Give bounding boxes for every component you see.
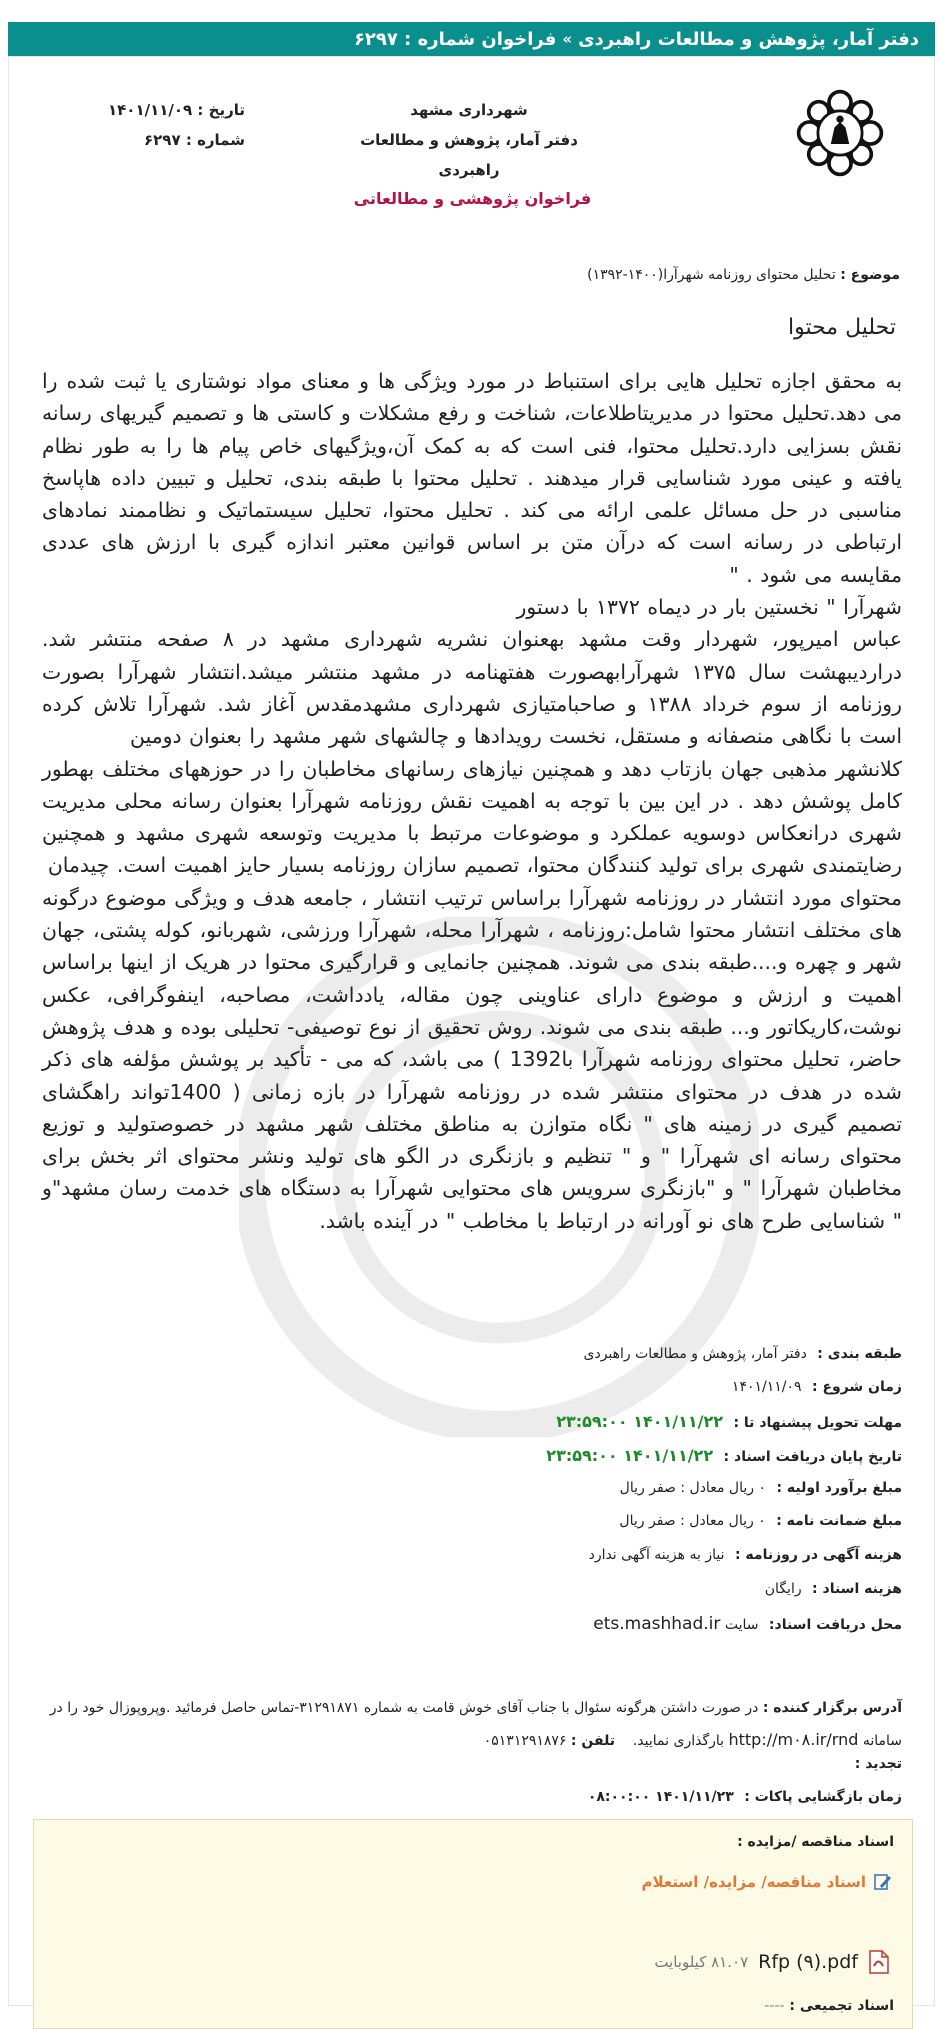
attachment-name[interactable]: Rfp (۹).pdf (758, 1951, 858, 1973)
deadline-label: مهلت تحویل پیشنهاد تا : (733, 1415, 902, 1431)
guarantee-label: مبلغ ضمانت نامه : (776, 1513, 902, 1529)
opening-label: زمان بازگشایی پاکات : (744, 1789, 902, 1805)
renew-label: تجدید : (854, 1756, 902, 1772)
body-paragraph: عباس امیرپور، شهردار وقت مشهد بهعنوان نشریه شهرداری مشهد در ۸ صفحه منتشر شد. درارديبهشت سال ۱۳۷۵ شهرآرابهصورت هفتهنامه در مشهد منتشر میشد.انتشار شهرآرا بصورت روزنامه از سوم خرداد ۱۳۸۸ و صاحبامتیازی شهرداری مشهدمقدس آغاز شد. شهرآرا تلاش کرده است با نگاهی منصفانه و مستقل، نخست رویدادها و چالشهای شهر مشهد را بعنوان دومین (42, 627, 902, 749)
category-row (584, 1346, 903, 1362)
org-header (339, 95, 599, 185)
doc-cost-label: هزینه اسناد : (812, 1581, 902, 1597)
receive-end-value: ۱۴۰۱/۱۱/۲۲ ۲۳:۵۹:۰۰ (546, 1446, 714, 1465)
opening-value: ۱۴۰۱/۱۱/۲۳ ۰۸:۰۰:۰۰ (587, 1789, 734, 1805)
start-label: زمان شروع : (811, 1379, 902, 1395)
phone-label: تلفن : (570, 1733, 616, 1749)
address-value: در صورت داشتن هرگونه سئوال با جناب آقای خوش قامت به شماره ۳۱۲۹۱۸۷۱-تماس حاصل فرمائید .وپروپوزال خود را در سامانه (49, 1700, 902, 1749)
edit-pencil-icon (872, 1872, 892, 1892)
description-body (42, 365, 902, 1237)
attachment-size: ۸۱.۰۷ کیلوبایت (654, 1953, 749, 1971)
org-name: شهرداری مشهد (410, 101, 528, 119)
body-paragraph: کلانشهر مذهبی جهان بازتاب دهد و همچنین نیازهای رسانهای مخاطبان را در حوزههای مختلف بهطور کامل پوشش دهد . در این بین با توجه به اهمیت نقش روزنامه شهرآرا بعنوان رسانه محلی مدیریت شهری درانعکاس دوسویه عملکرد و موضوعات مرتبط با مدیریت وتوسعه شهری مشهد و همچنین رضایتمندی شهری برای تولید کنندگان محتوا، تصمیم سازان روزنامه بسیار حایز اهمیت است. چیدمان (42, 756, 902, 878)
tender-docs-label: اسناد مناقصه /مزایده : (737, 1834, 894, 1850)
doc-cost-value: رایگان (764, 1581, 802, 1597)
address-label: آدرس برگزار کننده : (762, 1700, 902, 1716)
call-meta (45, 95, 245, 155)
date-row (45, 95, 245, 125)
start-row (732, 1379, 902, 1395)
receive-place-site[interactable]: ets.mashhad.ir (593, 1614, 721, 1634)
date-label: تاریخ : (197, 101, 245, 119)
renew-row (849, 1756, 902, 1772)
estimate-value: ۰ ریال معادل : صفر ریال (619, 1480, 766, 1496)
breadcrumb-current: فراخوان شماره : ۶۲۹۷ (353, 28, 557, 50)
estimate-row (620, 1480, 902, 1496)
ad-cost-value: نیاز به هزینه آگهی ندارد (588, 1547, 725, 1563)
attachment-row[interactable] (654, 1950, 890, 1974)
phone-value: ۰۵۱۳۱۲۹۱۸۷۶ (483, 1733, 567, 1749)
receive-place-row (593, 1614, 902, 1634)
body-paragraph: شهرآرا " نخستین بار در دیماه ۱۳۷۲ با دستور (516, 595, 902, 620)
number-value: ۶۲۹۷ (143, 131, 181, 149)
tender-docs-link-text[interactable]: اسناد مناقصه/ مزایده/ استعلام (641, 1873, 866, 1891)
pdf-file-icon (868, 1950, 890, 1974)
opening-row (588, 1789, 902, 1805)
receive-end-row (546, 1446, 902, 1465)
subject-label: موضوع : (840, 267, 900, 283)
documents-box (33, 1819, 913, 2029)
ad-cost-label: هزینه آگهی در روزنامه : (734, 1547, 902, 1563)
breadcrumb-separator: » (562, 30, 573, 48)
receive-place-prefix: سایت (724, 1617, 759, 1633)
receive-end-label: تاریخ پایان دریافت اسناد : (723, 1449, 902, 1465)
aggregate-docs-label: اسناد تجمیعی : (789, 1998, 894, 2014)
call-title: فراخوان پژوهشی و مطالعاتی (353, 189, 592, 208)
aggregate-docs-row (764, 1998, 894, 2014)
date-value: ۱۴۰۱/۱۱/۰۹ (107, 101, 193, 119)
subject-row (587, 267, 900, 283)
aggregate-docs-value: ---- (764, 1998, 785, 2014)
category-label: طبقه بندی : (817, 1346, 902, 1362)
guarantee-value: ۰ ریال معادل : صفر ریال (619, 1513, 766, 1529)
receive-place-label: محل دریافت اسناد: (768, 1617, 902, 1633)
doc-cost-row (765, 1581, 902, 1597)
estimate-label: مبلغ برآورد اولیه : (776, 1480, 902, 1496)
address-suffix: بارگذاری نمایید. (632, 1733, 725, 1749)
deadline-value: ۱۴۰۱/۱۱/۲۲ ۲۳:۵۹:۰۰ (556, 1412, 723, 1431)
section-heading: تحلیل محتوا (787, 315, 896, 340)
deadline-row (556, 1412, 902, 1431)
breadcrumb-section[interactable]: دفتر آمار، پژوهش و مطالعات راهبردی (578, 28, 919, 50)
category-value: دفتر آمار، پژوهش و مطالعات راهبردی (583, 1346, 807, 1362)
start-value: ۱۴۰۱/۱۱/۰۹ (731, 1379, 802, 1395)
body-paragraph: به محقق اجازه تحلیل هایی برای استنباط در مورد ویژگی ها و معنای مواد نوشتاری یا ثبت شده را می دهد.تحلیل محتوا در مدیریتاطلاعات، شناخت و رفع مشکلات و کاستی ها و تصمیم گیریهای رسانه نقش بسزایی دارد.تحلیل محتوا، فنی است که به کمک آن،ویژگیهای خاص پیام ها را به طور نظام یافته و عینی مورد شناسایی قرار میدهند . تحلیل محتوا با طبقه بندی، تحلیل و تبیین داده هاپاسخ مناسبی در حل مسائل علمی ارائه می کند . تحلیل محتوا، تحلیل سیستماتیک و نظاممند نمادهای ارتباطی در رسانه است که درآن متن بر اساس قوانین معتبر اندازه گیری با ارزش های عددی مقایسه می شود . " (42, 369, 902, 587)
municipality-logo-icon (794, 87, 886, 179)
ad-cost-row (589, 1547, 902, 1563)
address-link[interactable]: http://m۰۸.ir/rnd (728, 1730, 859, 1749)
address-block (42, 1692, 902, 1757)
body-paragraph: محتوای مورد انتشار در روزنامه شهرآرا براساس ترتیب انتشار ، جامعه هدف و ویژگی موضوع درگونه های مختلف انتشار محتوا شامل:روزنامه ، شهرآرا محله، شهرآرا ورزشی، شهربانو، کوله پشتی، جهان شهر و چهره و....طبقه بندی می شوند. همچنین جانمایی و قرارگیری محتوا در هریک از اینها براساس اهمیت و ارزش و موضوع دارای عناوینی چون مقاله، یادداشت، مصاحبه، اینفوگرافی، عکس نوشت،کاریکاتور و... طبقه بندی می شوند. روش تحقیق از نوع توصیفی- تحلیلی بوده و هدف پژوهش حاضر، تحلیل محتوای روزنامه شهرآرا با1392 ) می باشد، که می - تأکید بر پوشش مؤلفه های ذکر شده در هدف در محتوای منتشر شده در روزنامه شهرآرا در بازه زمانی ( 1400تواند راهگشای تصمیم گیری در زمینه های " نگاه متوازن به مناطق مختلف شهر مشهد در خصوصتولید و توزیع محتوای رسانه ای شهرآرا " و " تنظیم و بازنگری در الگو های تولید ونشر محتوای اثر بخش برای مخاطبان شهرآرا " و "بازنگری سرویس های محتوایی شهرآرا به دستگاه های خدمت رسان مشهد"و " شناسایی طرح های نو آورانه در ارتباط با مخاطب " در آینده باشد. (42, 885, 902, 1233)
announcement-card (8, 56, 935, 2014)
subject-value: تحلیل محتوای روزنامه شهرآرا(۱۴۰۰-۱۳۹۲) (587, 267, 836, 283)
tender-docs-link[interactable] (642, 1872, 893, 1892)
number-label: شماره : (185, 131, 245, 149)
guarantee-row (619, 1513, 902, 1529)
dept-name: دفتر آمار، پژوهش و مطالعات راهبردی (360, 131, 578, 179)
breadcrumb-bar (8, 22, 935, 56)
number-row (45, 125, 245, 155)
